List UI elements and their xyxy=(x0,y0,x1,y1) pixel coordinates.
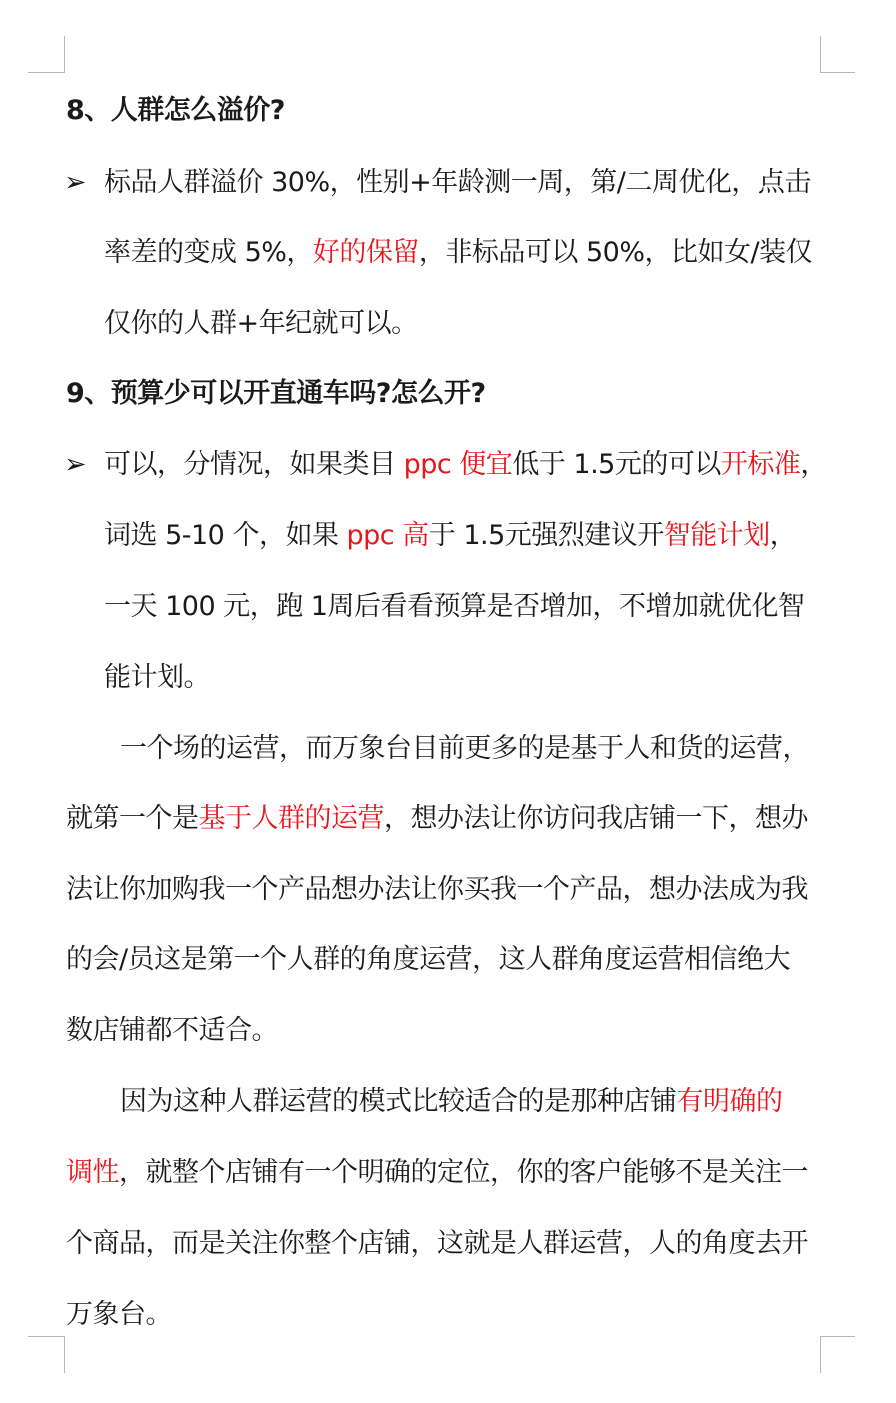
highlight-tonality: 调性 xyxy=(66,1157,119,1188)
corner-mark-bottom-left xyxy=(28,1336,65,1373)
highlight-crowd-operation: 基于人群的运营 xyxy=(198,803,384,834)
bullet-arrow-icon: ➢ xyxy=(64,167,87,198)
highlight-open-standard: 开标准 xyxy=(720,449,801,480)
section9-line-2: 词选 5-10 个，如果 ppc 高于 1.5元强烈建议开智能计划， xyxy=(104,520,797,551)
highlight-keep-good: 好的保留 xyxy=(312,237,419,268)
highlight-ppc-high: ppc 高 xyxy=(346,520,429,551)
paragraph1-line-2: 就第一个是基于人群的运营，想办法让你访问我店铺一下，想办 xyxy=(66,803,808,834)
highlight-smart-plan: 智能计划 xyxy=(663,520,770,551)
highlight-clear-style: 有明确的 xyxy=(676,1086,783,1117)
section9-line-1: 可以，分情况，如果类目 ppc 便宜低于 1.5元的可以开标准， xyxy=(104,449,827,480)
paragraph2-line-3: 个商品，而是关注你整个店铺，这就是人群运营，人的角度去开 xyxy=(66,1228,808,1259)
highlight-ppc-cheap: ppc 便宜 xyxy=(403,449,513,480)
section8-line-2: 率差的变成 5%，好的保留，非标品可以 50%，比如女/装仅 xyxy=(104,237,813,268)
section8-line-3: 仅你的人群+年纪就可以。 xyxy=(104,308,418,339)
paragraph2-line-2: 调性，就整个店铺有一个明确的定位，你的客户能够不是关注一 xyxy=(66,1157,808,1188)
paragraph1-line-1: 一个场的运营，而万象台目前更多的是基于人和货的运营， xyxy=(120,733,809,764)
paragraph1-line-5: 数店铺都不适合。 xyxy=(66,1015,278,1046)
section9-line-3: 一天 100 元，跑 1周后看看预算是否增加，不增加就优化智 xyxy=(104,591,805,622)
paragraph2-line-1: 因为这种人群运营的模式比较适合的是那种店铺有明确的 xyxy=(120,1086,783,1117)
paragraph1-line-4: 的会/员这是第一个人群的角度运营，这人群角度运营相信绝大 xyxy=(66,944,791,975)
paragraph1-line-3: 法让你加购我一个产品想办法让你买我一个产品，想办法成为我 xyxy=(66,874,808,905)
corner-mark-top-right xyxy=(820,36,855,73)
paragraph2-line-4: 万象台。 xyxy=(66,1299,172,1330)
bullet-arrow-icon: ➢ xyxy=(64,449,87,480)
section8-line-1: 标品人群溢价 30%，性别+年龄测一周，第/二周优化，点击 xyxy=(104,167,811,198)
section9-line-4: 能计划。 xyxy=(104,662,210,693)
section9-heading: 9、预算少可以开直通车吗?怎么开? xyxy=(66,378,486,409)
corner-mark-top-left xyxy=(28,36,65,73)
section8-heading: 8、人群怎么溢价? xyxy=(66,95,285,126)
corner-mark-bottom-right xyxy=(820,1336,855,1373)
